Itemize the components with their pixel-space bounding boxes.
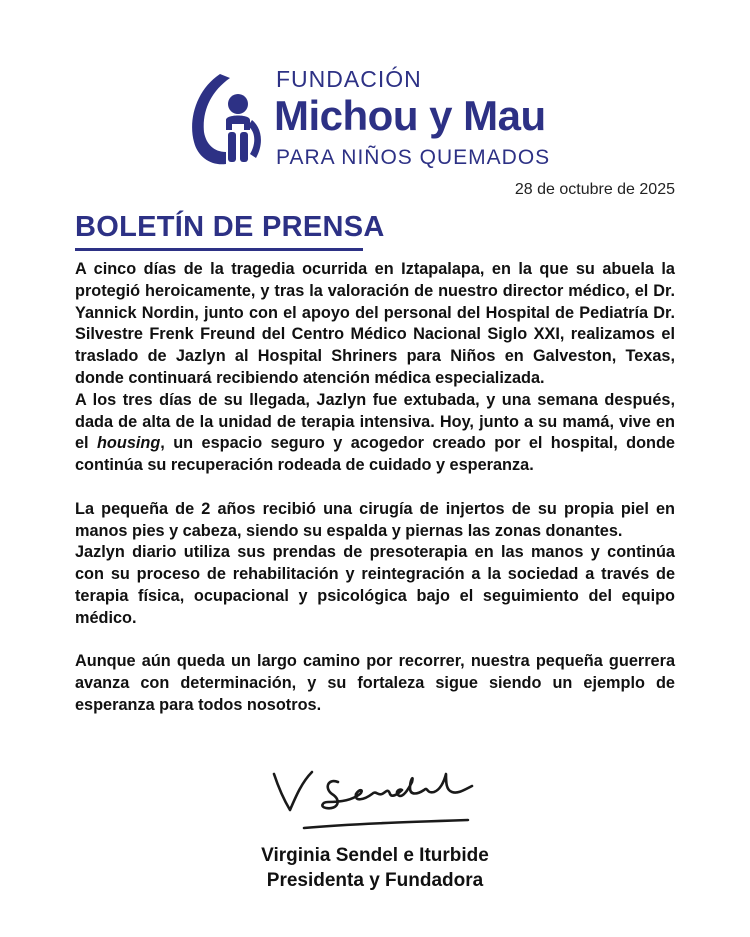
signer-block [0,843,750,893]
title-underline [75,248,363,251]
foundation-logo [186,58,586,170]
logo-line-foundation: FUNDACIÓN [276,66,422,92]
logo-line-name: Michou y Mau [274,92,546,139]
paragraph-surgery: La pequeña de 2 años recibió una cirugía de injertos de su propia piel en manos pies y cabeza, siendo su espalda y piernas las zonas donantes. [75,499,675,540]
paragraph-transfer: A cinco días de la tragedia ocurrida en Iztapalapa, en la que su abuela la protegió heroicamente, y tras la valoración de nuestro director médico, el Dr. Yannick Nordin, junto con el apoyo del personal del Hospital de Pediatría Dr. Silvestre Frenk Freund del Centro Médico Nacional Siglo XXI, realizamos el traslado de Jazlyn al Hospital Shriners para Niños en Galveston, Texas, donde continuará recibiendo atención médica especializada. [75,260,675,387]
paragraph-recovery [75,390,675,477]
signer-role: Presidenta y Fundadora [266,870,484,891]
logo-mark-icon [186,68,270,168]
signer-name: Virginia Sendel e Iturbide [261,845,489,866]
paragraph-gap [75,630,675,652]
press-body [75,259,675,717]
logo-line-tagline: PARA NIÑOS QUEMADOS [276,146,551,169]
housing-term: housing [96,434,161,453]
paragraph-gap [75,477,675,499]
paragraph-closing: Aunque aún queda un largo camino por recorrer, nuestra pequeña guerrera avanza con determinación, y su fortaleza sigue siendo un ejemplo de esperanza para todos nosotros. [75,652,675,714]
paragraph-recovery-start: A los tres días de su llegada, Jazlyn fue extubada, y una semana después, dada de alta de la unidad de terapia intensiva. Hoy, junto a su mamá, vive en el [75,390,675,453]
paragraph-rehabilitation: Jazlyn diario utiliza sus prendas de presoterapia en las manos y continúa con su proceso de rehabilitación y reintegración a la sociedad a través de terapia física, ocupacional y psicológica bajo el seguimiento del equipo médico. [75,543,675,627]
page-title: BOLETÍN DE PRENSA [75,211,385,243]
paragraph-recovery-end: , un espacio seguro y acogedor creado por el hospital, donde continúa su recuperación rodeada de cuidado y esperanza. [75,434,675,475]
handwritten-signature [268,764,483,836]
press-date: 28 de octubre de 2025 [514,181,675,198]
